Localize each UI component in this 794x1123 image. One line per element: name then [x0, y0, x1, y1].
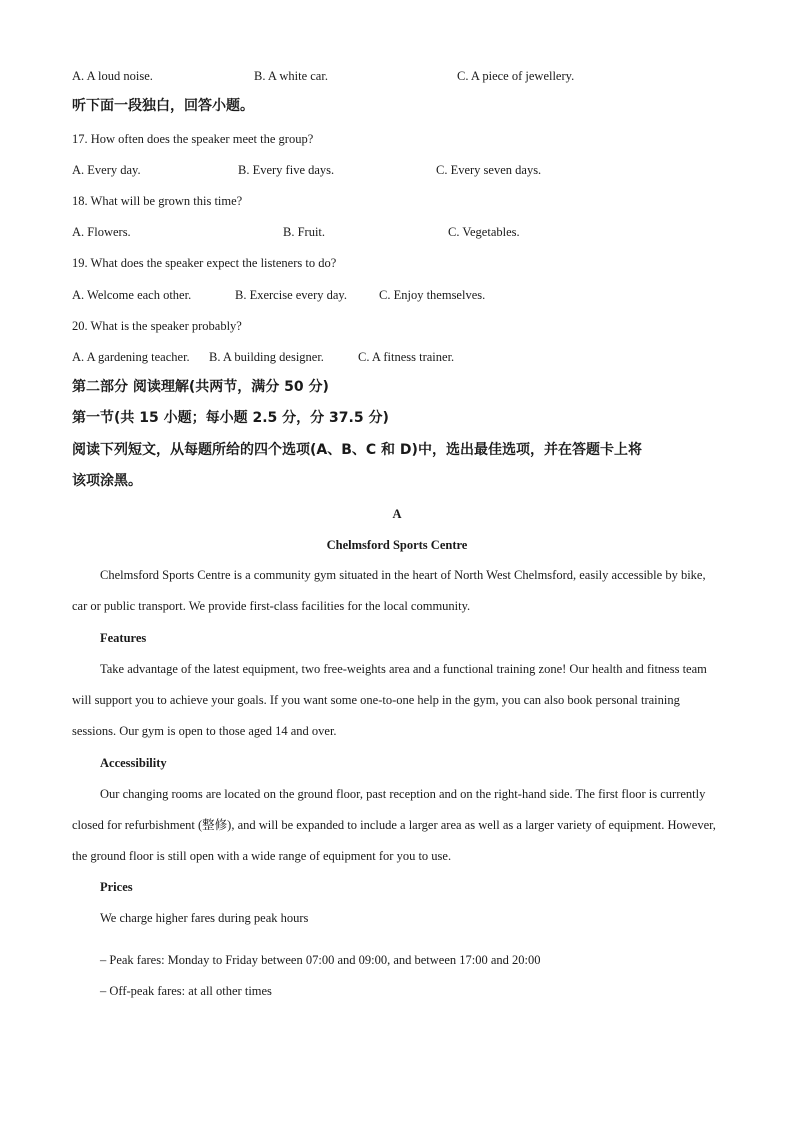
prices-heading: Prices	[100, 880, 133, 894]
q16-option-a: A. A loud noise.	[72, 69, 153, 83]
q17-option-c: C. Every seven days.	[436, 163, 542, 177]
reading-instruction-line1: 阅读下列短文，从每题所给的四个选项(A、B、C 和 D)中，选出最佳选项，并在答题卡上将	[72, 442, 642, 458]
q20-option-a: A. A gardening teacher.	[72, 350, 190, 364]
q18-option-b: B. Fruit.	[283, 225, 326, 239]
q20-option-b: B. A building designer.	[209, 350, 324, 364]
accessibility-heading: Accessibility	[100, 756, 167, 770]
accessibility-paragraph: Our changing rooms are located on the ground floor, past reception and on the right-hand side. The first floor is currently closed for refurbishment (整修), and will be expanded to include a larger area as well as a larger variety of equipment. However, the ground floor is still open with a wide range of equipment for you to use.	[72, 787, 716, 863]
q17-option-b: B. Every five days.	[238, 163, 335, 177]
part2-title: 第二部分 阅读理解(共两节，满分 50 分)	[72, 379, 329, 395]
q18-option-c: C. Vegetables.	[448, 225, 520, 239]
monologue-instruction: 听下面一段独白，回答小题。	[72, 98, 254, 114]
q19-option-a: A. Welcome each other.	[72, 288, 192, 302]
q18-option-a: A. Flowers.	[72, 225, 131, 239]
question-20: 20. What is the speaker probably?	[72, 319, 242, 333]
features-paragraph: Take advantage of the latest equipment, two free-weights area and a functional training zone! Our health and fitness team will support you to achieve your goals. If you want some one-to-one help in the gym, you can also book personal training sessions. Our gym is open to those aged 14 and over.	[72, 662, 707, 738]
peak-fares: – Peak fares: Monday to Friday between 07:00 and 09:00, and between 17:00 and 20:00	[100, 953, 541, 967]
prices-intro: We charge higher fares during peak hours	[100, 911, 309, 925]
passage-letter: A	[392, 507, 402, 521]
passage-title: Chelmsford Sports Centre	[326, 538, 468, 552]
q16-option-c: C. A piece of jewellery.	[457, 69, 575, 83]
q17-option-a: A. Every day.	[72, 163, 141, 177]
q19-option-b: B. Exercise every day.	[235, 288, 347, 302]
reading-instruction-line2: 该项涂黑。	[72, 473, 142, 489]
section1-title: 第一节(共 15 小题；每小题 2.5 分，分 37.5 分)	[72, 410, 389, 426]
question-17: 17. How often does the speaker meet the group?	[72, 132, 314, 146]
question-19: 19. What does the speaker expect the listeners to do?	[72, 256, 337, 270]
intro-paragraph: Chelmsford Sports Centre is a community gym situated in the heart of North West Chelmsford, easily accessible by bike, car or public transport. We provide first-class facilities for the local community.	[72, 568, 706, 613]
q16-option-b: B. A white car.	[254, 69, 328, 83]
offpeak-fares: – Off-peak fares: at all other times	[100, 984, 272, 998]
q20-option-c: C. A fitness trainer.	[358, 350, 455, 364]
q19-option-c: C. Enjoy themselves.	[379, 288, 486, 302]
features-heading: Features	[100, 631, 147, 645]
question-18: 18. What will be grown this time?	[72, 194, 243, 208]
